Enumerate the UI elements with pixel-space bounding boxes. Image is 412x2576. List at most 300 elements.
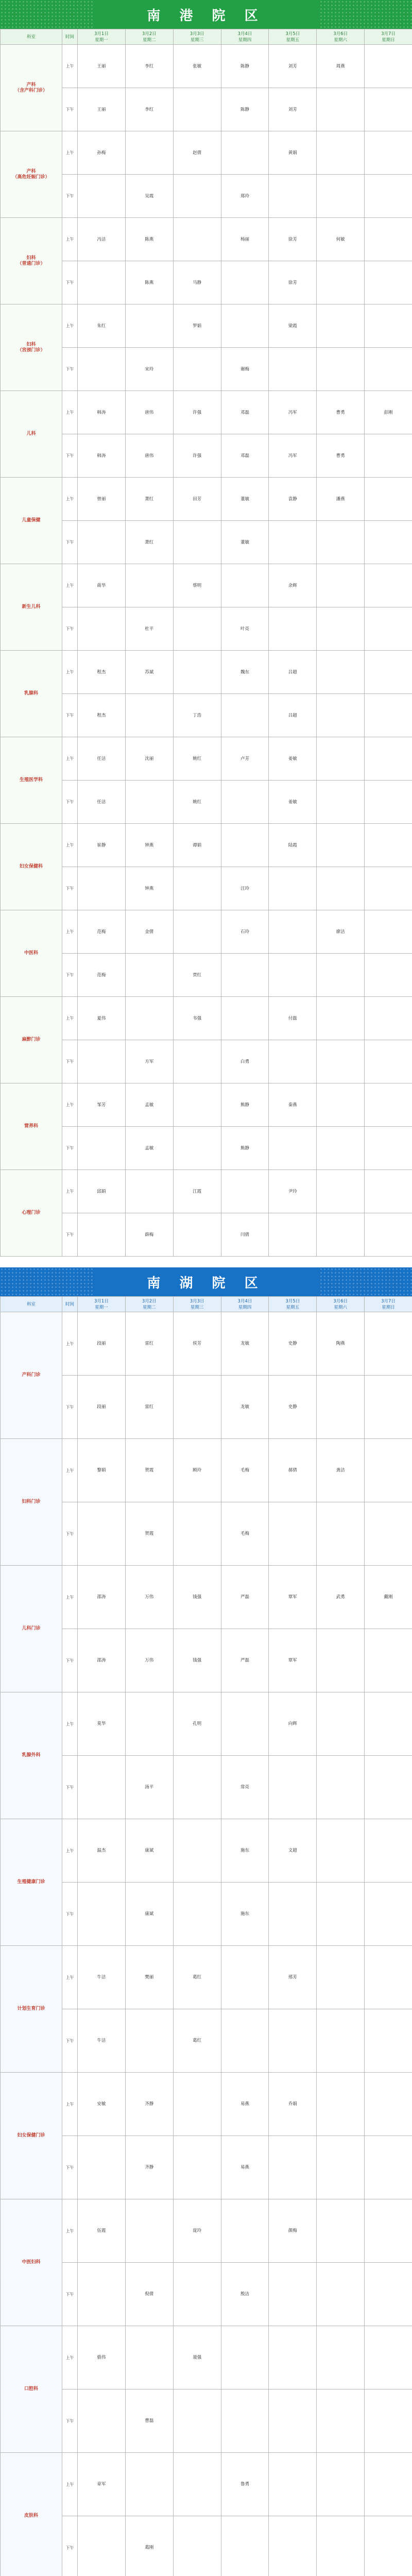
doctor-cell: 闫倩 <box>221 1213 269 1257</box>
doctor-cell <box>317 2453 365 2516</box>
header-session: 时间 <box>62 29 78 45</box>
header-session: 时间 <box>62 1297 78 1312</box>
doctor-cell: 刘芳 <box>269 88 317 131</box>
doctor-cell <box>221 954 269 997</box>
doctor-cell: 许强 <box>173 391 221 434</box>
doctor-cell <box>365 521 412 564</box>
header-dept: 科室 <box>1 1297 62 1312</box>
table-row <box>1 348 412 391</box>
doctor-cell: 葛红 <box>173 1946 221 2009</box>
doctor-cell <box>365 867 412 910</box>
doctor-cell <box>317 2516 365 2576</box>
table-row <box>1 175 412 218</box>
doctor-cell: 尹玲 <box>269 1170 317 1213</box>
doctor-cell <box>317 1883 365 1946</box>
table-row <box>1 1439 412 1502</box>
doctor-cell: 乔娟 <box>269 2073 317 2136</box>
doctor-cell <box>317 2136 365 2199</box>
doctor-cell: 冯洁 <box>78 218 126 261</box>
doctor-cell <box>125 2326 173 2389</box>
doctor-cell: 史静 <box>269 1376 317 1439</box>
doctor-cell: 白勇 <box>221 1040 269 1083</box>
doctor-cell: 丁浩 <box>173 694 221 737</box>
doctor-cell <box>365 1629 412 1692</box>
doctor-cell <box>365 175 412 218</box>
doctor-cell: 万伟 <box>125 1566 173 1629</box>
doctor-cell: 赵倩 <box>173 131 221 175</box>
table-row <box>1 2199 412 2263</box>
table-row <box>1 910 412 954</box>
doctor-cell: 谢梅 <box>221 348 269 391</box>
session-label: 上午 <box>62 2453 78 2516</box>
session-label: 上午 <box>62 2199 78 2263</box>
doctor-cell: 康斌 <box>125 1819 173 1883</box>
doctor-cell <box>125 1170 173 1213</box>
dept-name: 口腔科 <box>1 2326 62 2453</box>
doctor-cell: 贾红 <box>173 954 221 997</box>
doctor-cell <box>269 1213 317 1257</box>
table-row <box>1 1376 412 1439</box>
doctor-cell <box>78 1883 126 1946</box>
doctor-cell: 范梅 <box>78 954 126 997</box>
header-weekday: 星期四 <box>238 1304 252 1310</box>
session-label: 下午 <box>62 1629 78 1692</box>
doctor-cell <box>221 1170 269 1213</box>
doctor-cell: 邱娟 <box>78 1170 126 1213</box>
header-day <box>125 29 173 45</box>
doctor-cell: 葛刚 <box>125 2516 173 2576</box>
session-label: 下午 <box>62 434 78 478</box>
doctor-cell <box>269 2009 317 2073</box>
session-label: 下午 <box>62 1883 78 1946</box>
session-label: 上午 <box>62 1692 78 1756</box>
doctor-cell: 雷红 <box>125 1312 173 1376</box>
doctor-cell: 孟敏 <box>125 1083 173 1127</box>
doctor-cell: 卢芳 <box>221 737 269 781</box>
doctor-cell: 戴刚 <box>365 1566 412 1629</box>
doctor-cell: 韦强 <box>173 997 221 1040</box>
doctor-cell <box>269 1756 317 1819</box>
table-row <box>1 88 412 131</box>
table-row <box>1 1946 412 2009</box>
doctor-cell: 段丽 <box>78 1376 126 1439</box>
doctor-cell <box>173 910 221 954</box>
doctor-cell: 陈燕 <box>125 261 173 304</box>
doctor-cell: 黄娟 <box>269 131 317 175</box>
doctor-cell: 罗娟 <box>173 304 221 348</box>
table-row <box>1 218 412 261</box>
doctor-cell <box>317 1213 365 1257</box>
doctor-cell <box>221 2199 269 2263</box>
header-weekday: 星期五 <box>286 1304 300 1310</box>
doctor-cell <box>365 607 412 651</box>
doctor-cell <box>317 1170 365 1213</box>
doctor-cell: 陈静 <box>221 88 269 131</box>
dept-name: 乳腺外科 <box>1 1692 62 1819</box>
doctor-cell <box>125 954 173 997</box>
doctor-cell: 吕超 <box>269 651 317 694</box>
doctor-cell: 邵涛 <box>78 1566 126 1629</box>
doctor-cell <box>365 1883 412 1946</box>
doctor-cell <box>269 2326 317 2389</box>
doctor-cell: 姜敏 <box>269 737 317 781</box>
doctor-cell <box>78 521 126 564</box>
header-date: 3月2日 <box>142 31 157 37</box>
header-day <box>221 29 269 45</box>
doctor-cell <box>125 694 173 737</box>
doctor-cell <box>365 1213 412 1257</box>
session-label: 上午 <box>62 2073 78 2136</box>
header-date: 3月7日 <box>381 1298 396 1304</box>
header-date: 3月6日 <box>333 31 348 37</box>
session-label: 上午 <box>62 824 78 867</box>
doctor-cell: 夏伟 <box>78 997 126 1040</box>
session-label: 下午 <box>62 2389 78 2453</box>
dept-name: 妇科 （宫颈门诊） <box>1 304 62 391</box>
table-row <box>1 304 412 348</box>
doctor-cell: 杨丽 <box>221 218 269 261</box>
doctor-cell: 雷红 <box>125 1376 173 1439</box>
doctor-cell <box>173 607 221 651</box>
doctor-cell: 倪倩 <box>125 2263 173 2326</box>
doctor-cell: 叶亮 <box>221 607 269 651</box>
doctor-cell <box>125 2453 173 2516</box>
session-label: 上午 <box>62 1819 78 1883</box>
doctor-cell <box>317 88 365 131</box>
doctor-cell: 安敏 <box>78 2073 126 2136</box>
doctor-cell: 袁静 <box>269 478 317 521</box>
doctor-cell <box>173 2136 221 2199</box>
session-label: 下午 <box>62 1213 78 1257</box>
session-label: 下午 <box>62 261 78 304</box>
doctor-cell <box>173 1127 221 1170</box>
dot-pattern-decoration <box>0 0 93 29</box>
doctor-cell: 龚洁 <box>317 1439 365 1502</box>
doctor-cell: 马静 <box>173 261 221 304</box>
doctor-cell: 吕超 <box>269 694 317 737</box>
dept-name: 儿童保健 <box>1 478 62 564</box>
doctor-cell <box>221 2389 269 2453</box>
doctor-cell: 张敏 <box>173 45 221 88</box>
table-row <box>1 1502 412 1566</box>
doctor-cell: 魏东 <box>221 651 269 694</box>
session-label: 上午 <box>62 1312 78 1376</box>
table-row <box>1 2263 412 2326</box>
session-label: 上午 <box>62 1439 78 1502</box>
doctor-cell <box>365 2199 412 2263</box>
doctor-cell <box>221 564 269 607</box>
doctor-cell <box>125 2009 173 2073</box>
doctor-cell <box>269 2453 317 2516</box>
doctor-cell <box>78 607 126 651</box>
doctor-cell: 李红 <box>125 45 173 88</box>
doctor-cell <box>221 824 269 867</box>
doctor-cell: 唐伟 <box>125 391 173 434</box>
doctor-cell: 韩涛 <box>78 391 126 434</box>
doctor-cell: 廖洁 <box>317 910 365 954</box>
doctor-cell <box>173 348 221 391</box>
campus-title-banner <box>0 1267 412 1296</box>
table-row <box>1 1756 412 1819</box>
doctor-cell <box>269 867 317 910</box>
session-label: 上午 <box>62 2326 78 2389</box>
table-row <box>1 2136 412 2199</box>
table-header-row <box>1 1297 412 1312</box>
doctor-cell: 颜梅 <box>269 2199 317 2263</box>
dept-name: 产科 （高危妊娠门诊） <box>1 131 62 218</box>
doctor-cell <box>365 737 412 781</box>
doctor-cell: 严磊 <box>221 1629 269 1692</box>
doctor-cell <box>269 1883 317 1946</box>
header-weekday: 星期一 <box>95 37 108 43</box>
doctor-cell: 秦燕 <box>269 1083 317 1127</box>
doctor-cell <box>365 261 412 304</box>
doctor-cell: 齐静 <box>125 2136 173 2199</box>
doctor-cell: 董敏 <box>221 521 269 564</box>
doctor-cell: 梁霞 <box>269 304 317 348</box>
header-date: 3月4日 <box>237 1298 252 1304</box>
doctor-cell: 石玲 <box>221 910 269 954</box>
table-row <box>1 867 412 910</box>
session-label: 上午 <box>62 218 78 261</box>
doctor-cell: 崔静 <box>78 824 126 867</box>
doctor-cell <box>78 1502 126 1566</box>
doctor-cell <box>317 564 365 607</box>
doctor-cell <box>173 88 221 131</box>
doctor-cell <box>173 651 221 694</box>
doctor-cell: 薛梅 <box>125 1213 173 1257</box>
doctor-cell <box>173 2263 221 2326</box>
doctor-cell <box>365 304 412 348</box>
doctor-cell <box>365 131 412 175</box>
doctor-cell: 蔡明 <box>173 564 221 607</box>
session-label: 下午 <box>62 1040 78 1083</box>
header-weekday: 星期三 <box>190 1304 204 1310</box>
doctor-cell: 陶燕 <box>317 1312 365 1376</box>
doctor-cell <box>221 131 269 175</box>
doctor-cell <box>317 607 365 651</box>
doctor-cell <box>317 261 365 304</box>
doctor-cell: 蒋华 <box>78 564 126 607</box>
doctor-cell <box>365 781 412 824</box>
header-date: 3月4日 <box>237 31 252 37</box>
doctor-cell: 谭娟 <box>173 824 221 867</box>
session-label: 上午 <box>62 737 78 781</box>
doctor-cell: 萧红 <box>125 521 173 564</box>
table-row <box>1 1883 412 1946</box>
table-row <box>1 1629 412 1692</box>
doctor-cell <box>173 1376 221 1439</box>
doctor-cell <box>173 1502 221 1566</box>
dept-name: 计划生育门诊 <box>1 1946 62 2073</box>
table-row <box>1 2516 412 2576</box>
doctor-cell <box>173 1756 221 1819</box>
doctor-cell <box>317 1629 365 1692</box>
doctor-cell: 龙敏 <box>221 1312 269 1376</box>
doctor-cell <box>221 997 269 1040</box>
doctor-cell: 齐静 <box>125 2073 173 2136</box>
doctor-cell <box>221 1946 269 2009</box>
doctor-cell <box>78 2516 126 2576</box>
doctor-cell <box>365 1439 412 1502</box>
doctor-cell: 姚红 <box>173 737 221 781</box>
doctor-cell <box>269 348 317 391</box>
doctor-cell <box>317 131 365 175</box>
doctor-cell: 萧红 <box>125 478 173 521</box>
doctor-cell: 周燕 <box>317 45 365 88</box>
header-date: 3月6日 <box>333 1298 348 1304</box>
doctor-cell: 孔明 <box>173 1692 221 1756</box>
doctor-cell <box>365 348 412 391</box>
doctor-cell: 覃军 <box>269 1629 317 1692</box>
doctor-cell <box>317 1127 365 1170</box>
session-label: 上午 <box>62 391 78 434</box>
header-weekday: 星期四 <box>238 37 252 43</box>
doctor-cell: 姚红 <box>173 781 221 824</box>
doctor-cell <box>221 2516 269 2576</box>
doctor-cell <box>317 2009 365 2073</box>
header-weekday: 星期日 <box>382 1304 395 1310</box>
doctor-cell <box>173 2516 221 2576</box>
header-day <box>78 29 126 45</box>
session-label: 下午 <box>62 175 78 218</box>
dot-pattern-decoration <box>0 1267 93 1296</box>
doctor-cell <box>173 1883 221 1946</box>
doctor-cell: 邓磊 <box>221 434 269 478</box>
doctor-cell <box>365 1946 412 2009</box>
doctor-cell <box>317 954 365 997</box>
doctor-cell <box>317 1692 365 1756</box>
doctor-cell: 钱强 <box>173 1629 221 1692</box>
doctor-cell: 黎娟 <box>78 1439 126 1502</box>
doctor-cell: 常亮 <box>221 1756 269 1819</box>
doctor-cell: 冯军 <box>269 391 317 434</box>
table-row <box>1 131 412 175</box>
doctor-cell <box>365 1819 412 1883</box>
doctor-cell: 鲁勇 <box>221 2453 269 2516</box>
doctor-cell <box>173 2389 221 2453</box>
session-label: 上午 <box>62 304 78 348</box>
header-weekday: 星期日 <box>382 37 395 43</box>
doctor-cell: 钟燕 <box>125 824 173 867</box>
doctor-cell: 史静 <box>269 1312 317 1376</box>
doctor-cell: 田芳 <box>173 478 221 521</box>
header-date: 3月1日 <box>94 1298 109 1304</box>
doctor-cell: 伍霞 <box>78 2199 126 2263</box>
doctor-cell <box>365 564 412 607</box>
dept-name: 生殖医学科 <box>1 737 62 824</box>
doctor-cell <box>365 910 412 954</box>
doctor-cell <box>173 2453 221 2516</box>
doctor-cell: 许强 <box>173 434 221 478</box>
doctor-cell <box>269 607 317 651</box>
doctor-cell <box>317 1376 365 1439</box>
table-row <box>1 1213 412 1257</box>
campus-title: 南 湖 院 区 <box>147 1275 265 1291</box>
doctor-cell: 程杰 <box>78 651 126 694</box>
doctor-cell <box>365 434 412 478</box>
doctor-cell <box>365 1170 412 1213</box>
table-header-row <box>1 29 412 45</box>
dept-name: 儿科门诊 <box>1 1566 62 1692</box>
table-row <box>1 1312 412 1376</box>
session-label: 上午 <box>62 478 78 521</box>
doctor-cell: 汪玲 <box>221 867 269 910</box>
session-label: 上午 <box>62 131 78 175</box>
session-label: 下午 <box>62 2263 78 2326</box>
doctor-cell: 温杰 <box>78 1819 126 1883</box>
doctor-cell: 贺霞 <box>125 1502 173 1566</box>
dept-name: 中医妇科 <box>1 2199 62 2326</box>
table-row <box>1 954 412 997</box>
dept-name: 妇科 （普通门诊） <box>1 218 62 304</box>
session-label: 下午 <box>62 2516 78 2576</box>
table-row <box>1 478 412 521</box>
header-day <box>78 1297 126 1312</box>
doctor-cell: 曾丽 <box>78 478 126 521</box>
dept-name: 产科门诊 <box>1 1312 62 1439</box>
session-label: 下午 <box>62 88 78 131</box>
table-row <box>1 737 412 781</box>
table-row <box>1 434 412 478</box>
dept-name: 营养科 <box>1 1083 62 1170</box>
dot-pattern-decoration <box>319 1267 412 1296</box>
doctor-cell: 邵涛 <box>78 1629 126 1692</box>
doctor-cell <box>365 694 412 737</box>
session-label: 上午 <box>62 651 78 694</box>
doctor-cell: 付磊 <box>269 997 317 1040</box>
header-weekday: 星期二 <box>143 1304 156 1310</box>
table-row <box>1 521 412 564</box>
doctor-cell: 刘芳 <box>269 45 317 88</box>
session-label: 下午 <box>62 521 78 564</box>
header-dept: 科室 <box>1 29 62 45</box>
doctor-cell: 金倩 <box>125 910 173 954</box>
dept-name: 新生儿科 <box>1 564 62 651</box>
doctor-cell <box>365 218 412 261</box>
doctor-cell: 孙梅 <box>78 131 126 175</box>
doctor-cell <box>317 1502 365 1566</box>
header-date: 3月1日 <box>94 31 109 37</box>
dept-name: 皮肤科 <box>1 2453 62 2576</box>
header-weekday: 星期三 <box>190 37 204 43</box>
table-row <box>1 1692 412 1756</box>
table-row <box>1 2453 412 2516</box>
doctor-cell <box>78 867 126 910</box>
doctor-cell <box>78 348 126 391</box>
doctor-cell: 聂强 <box>173 2326 221 2389</box>
dept-name: 妇女保健门诊 <box>1 2073 62 2199</box>
doctor-cell <box>317 694 365 737</box>
header-date: 3月3日 <box>190 1298 204 1304</box>
doctor-cell <box>317 1040 365 1083</box>
header-weekday: 星期一 <box>95 1304 108 1310</box>
doctor-cell: 段丽 <box>78 1312 126 1376</box>
doctor-cell: 朱红 <box>78 304 126 348</box>
doctor-cell <box>365 478 412 521</box>
doctor-cell <box>365 2389 412 2453</box>
table-row <box>1 781 412 824</box>
doctor-cell: 葛红 <box>173 2009 221 2073</box>
doctor-cell: 董敏 <box>221 478 269 521</box>
doctor-cell: 沈丽 <box>125 737 173 781</box>
doctor-cell: 孟敏 <box>125 1127 173 1170</box>
doctor-cell: 苏斌 <box>125 651 173 694</box>
session-label: 上午 <box>62 910 78 954</box>
doctor-cell <box>173 867 221 910</box>
doctor-cell <box>125 2199 173 2263</box>
doctor-cell: 武勇 <box>317 1566 365 1629</box>
